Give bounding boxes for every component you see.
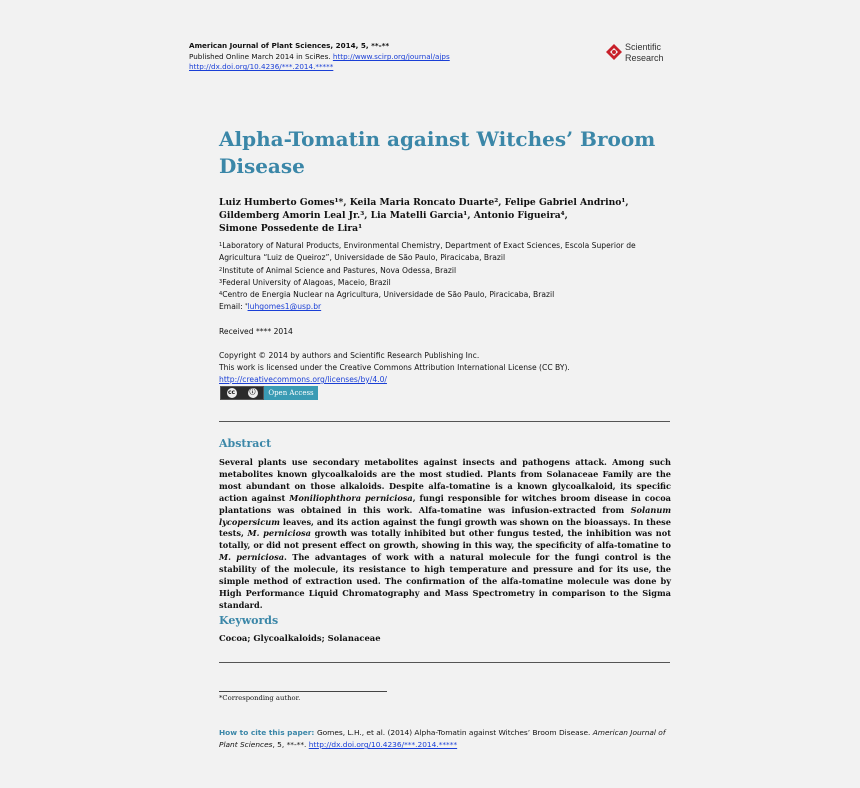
cc-by-icon: cc ⓘ xyxy=(220,386,264,400)
keywords-heading: Keywords xyxy=(219,614,279,627)
divider xyxy=(219,421,670,422)
citation: How to cite this paper: Gomes, L.H., et al. (2014) Alpha-Tomatin against Witches’ Broom Disease. American Journal of Plant Sciences, 5, **-**. http://dx.doi.org/10.4236/***.2014.***** xyxy=(219,728,666,749)
affiliation-item: $^1$Laboratory of Natural Products, Environmental Chemistry, Department of Exact Sciences, Escola Superior de Agricultura “Luiz de Queiroz”, Universidade de São Paulo, Piracicaba, Brazil xyxy=(219,241,636,263)
doi-line xyxy=(189,62,333,72)
footnote: *Corresponding author. xyxy=(219,694,301,702)
published-line: Published Online March 2014 in SciRes. http://www.scirp.org/journal/ajps xyxy=(189,52,450,61)
copyright-block: Copyright © 2014 by authors and Scientific Research Publishing Inc. This work is licensed under the Creative Commons Attribution International License (CC BY). http://creativecommons.org/licenses/by/4.0/ xyxy=(219,350,679,386)
abstract-heading: Abstract xyxy=(219,437,272,450)
license-badge[interactable] xyxy=(220,386,318,400)
open-access-label: Open Access xyxy=(264,386,318,400)
logo-icon xyxy=(604,42,624,62)
keywords-text: Cocoa; Glycoalkaloids; Solanaceae xyxy=(219,633,381,643)
affiliations xyxy=(219,240,679,314)
journal-link[interactable]: http://www.scirp.org/journal/ajps xyxy=(332,52,450,61)
footnote-rule xyxy=(219,691,387,692)
affiliation-item: $^3$Federal University of Alagoas, Maceio, Brazil xyxy=(219,277,391,287)
abstract-text: Several plants use secondary metabolites against insects and pathogens attack. Among such metabolites known glycoalkaloids are the most studied. Plants from Solanaceae Family are the most abundant on those alkaloids. Despite alfa-tomatine is a known glycoalkaloid, its specific action against Moniliophthora perniciosa, fungi responsible for witches broom disease in cocoa plantations was obtained in this work. Alfa-tomatine was infusion-extracted from Solanum lycopersicum leaves, and its action against the fungi growth was shown on the bioassays. In these tests, M. perniciosa growth was totally inhibited but other fungus tested, the inhibition was not totally, or did not present effect on growth, showing in this way, the specificity of alfa-tomatine to M. perniciosa. The advantages of work with a natural molecule for the fungi control is the stability of the molecule, its resistance to high temperature and pressure and for its use, the simple method of extraction used. The confirmation of the alfa-tomatine molecule was done by High Performance Liquid Chromatography and Mass Spectrometry in comparison to the Sigma standard. xyxy=(219,457,671,610)
citation-doi-link[interactable]: http://dx.doi.org/10.4236/***.2014.***** xyxy=(308,740,458,749)
license-link[interactable]: http://creativecommons.org/licenses/by/4.0/ xyxy=(219,375,387,384)
scientific-research-logo: Scientific Research xyxy=(604,42,674,66)
author-list: Luiz Humberto Gomes¹*, Keila Maria Roncato Duarte², Felipe Gabriel Andrino¹, Gildemberg Amorin Leal Jr.³, Lia Matelli Garcia¹, Antonio Figueira⁴, Simone Possedente de Lira¹ xyxy=(219,197,629,234)
paper-title: Alpha-Tomatin against Witches’ Broom Disease xyxy=(219,127,656,178)
email-line: Email: *luhgomes1@usp.br xyxy=(219,302,322,312)
affiliation-item: $^4$Centro de Energia Nuclear na Agricultura, Universidade de São Paulo, Piracicaba, Brazil xyxy=(219,290,555,300)
divider xyxy=(219,662,670,663)
journal-line: American Journal of Plant Sciences, 2014, 5, **-** xyxy=(189,41,390,50)
email-link[interactable]: luhgomes1@usp.br xyxy=(247,302,322,312)
received-date: Received **** 2014 xyxy=(219,327,293,336)
doi-link[interactable]: http://dx.doi.org/10.4236/***.2014.***** xyxy=(189,62,334,71)
affiliation-item: $^2$Institute of Animal Science and Pastures, Nova Odessa, Brazil xyxy=(219,265,457,275)
